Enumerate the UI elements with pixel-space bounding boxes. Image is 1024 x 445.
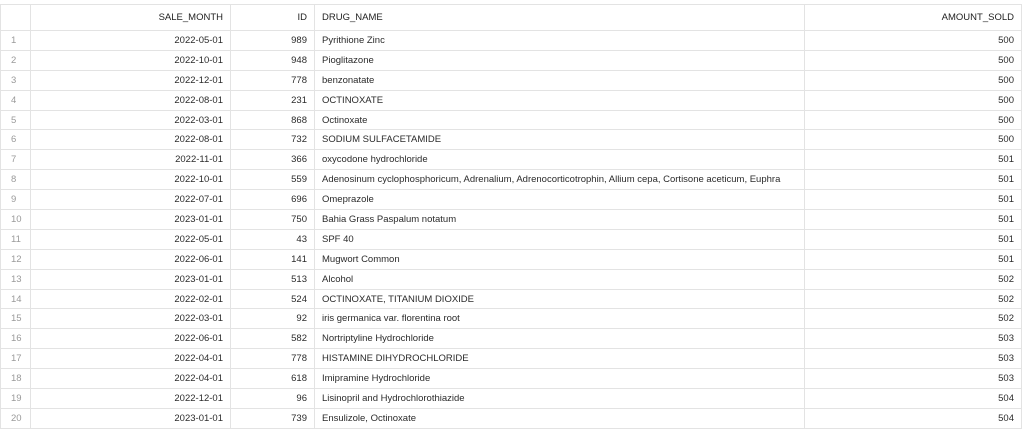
- sale-month-cell[interactable]: 2022-07-01: [31, 190, 231, 210]
- sale-month-cell[interactable]: 2023-01-01: [31, 269, 231, 289]
- id-cell[interactable]: 231: [231, 90, 315, 110]
- id-cell[interactable]: 96: [231, 389, 315, 409]
- row-number-cell[interactable]: 6: [1, 130, 31, 150]
- id-cell[interactable]: 732: [231, 130, 315, 150]
- drug-name-cell[interactable]: iris germanica var. florentina root: [315, 309, 805, 329]
- table-row[interactable]: [1, 309, 1022, 329]
- sale-month-cell[interactable]: 2022-08-01: [31, 90, 231, 110]
- row-number-header: [1, 5, 31, 31]
- amount-sold-cell[interactable]: 503: [805, 349, 1022, 369]
- row-number-cell[interactable]: 9: [1, 190, 31, 210]
- table-row[interactable]: [1, 130, 1022, 150]
- id-cell[interactable]: 868: [231, 110, 315, 130]
- table-row[interactable]: [1, 369, 1022, 389]
- header-row: [1, 5, 1022, 31]
- drug-name-cell[interactable]: Mugwort Common: [315, 249, 805, 269]
- sale-month-cell[interactable]: 2022-10-01: [31, 50, 231, 70]
- sale-month-cell[interactable]: 2022-10-01: [31, 170, 231, 190]
- column-header-amount-sold[interactable]: AMOUNT_SOLD: [805, 5, 1022, 31]
- sale-month-cell[interactable]: 2022-11-01: [31, 150, 231, 170]
- table-row[interactable]: [1, 289, 1022, 309]
- id-cell[interactable]: 989: [231, 31, 315, 51]
- row-number-cell[interactable]: 4: [1, 90, 31, 110]
- drug-name-cell[interactable]: Octinoxate: [315, 110, 805, 130]
- table-row[interactable]: [1, 90, 1022, 110]
- row-number-cell[interactable]: 18: [1, 369, 31, 389]
- row-number-cell[interactable]: 8: [1, 170, 31, 190]
- sale-month-cell[interactable]: 2022-04-01: [31, 349, 231, 369]
- amount-sold-cell[interactable]: 501: [805, 190, 1022, 210]
- amount-sold-cell[interactable]: 504: [805, 408, 1022, 428]
- row-number-cell[interactable]: 19: [1, 389, 31, 409]
- id-cell[interactable]: 366: [231, 150, 315, 170]
- table-row[interactable]: [1, 70, 1022, 90]
- row-number-cell[interactable]: 14: [1, 289, 31, 309]
- sale-month-cell[interactable]: 2022-12-01: [31, 389, 231, 409]
- amount-sold-cell[interactable]: 500: [805, 90, 1022, 110]
- row-number-cell[interactable]: 16: [1, 329, 31, 349]
- row-number-cell[interactable]: 17: [1, 349, 31, 369]
- sale-month-cell[interactable]: 2022-06-01: [31, 329, 231, 349]
- sale-month-cell[interactable]: 2022-04-01: [31, 369, 231, 389]
- drug-name-cell[interactable]: Imipramine Hydrochloride: [315, 369, 805, 389]
- row-number-cell[interactable]: 12: [1, 249, 31, 269]
- drug-name-cell[interactable]: OCTINOXATE, TITANIUM DIOXIDE: [315, 289, 805, 309]
- row-number-cell[interactable]: 20: [1, 408, 31, 428]
- drug-name-cell[interactable]: Omeprazole: [315, 190, 805, 210]
- row-number-cell[interactable]: 15: [1, 309, 31, 329]
- id-cell[interactable]: 43: [231, 229, 315, 249]
- sale-month-cell[interactable]: 2022-02-01: [31, 289, 231, 309]
- table-row[interactable]: [1, 408, 1022, 428]
- amount-sold-cell[interactable]: 501: [805, 170, 1022, 190]
- id-cell[interactable]: 141: [231, 249, 315, 269]
- sale-month-cell[interactable]: 2022-06-01: [31, 249, 231, 269]
- table-row[interactable]: [1, 150, 1022, 170]
- amount-sold-cell[interactable]: 502: [805, 309, 1022, 329]
- table-row[interactable]: [1, 190, 1022, 210]
- amount-sold-cell[interactable]: 502: [805, 269, 1022, 289]
- row-number-cell[interactable]: 1: [1, 31, 31, 51]
- column-header-id[interactable]: ID: [231, 5, 315, 31]
- id-cell[interactable]: 92: [231, 309, 315, 329]
- drug-name-cell[interactable]: benzonatate: [315, 70, 805, 90]
- row-number-cell[interactable]: 10: [1, 210, 31, 230]
- sale-month-cell[interactable]: 2023-01-01: [31, 408, 231, 428]
- amount-sold-cell[interactable]: 504: [805, 389, 1022, 409]
- drug-name-cell[interactable]: SPF 40: [315, 229, 805, 249]
- table-row[interactable]: [1, 389, 1022, 409]
- amount-sold-cell[interactable]: 502: [805, 289, 1022, 309]
- drug-name-cell[interactable]: Ensulizole, Octinoxate: [315, 408, 805, 428]
- row-number-cell[interactable]: 3: [1, 70, 31, 90]
- amount-sold-cell[interactable]: 501: [805, 229, 1022, 249]
- drug-name-cell[interactable]: Pioglitazone: [315, 50, 805, 70]
- row-number-cell[interactable]: 2: [1, 50, 31, 70]
- amount-sold-cell[interactable]: 503: [805, 329, 1022, 349]
- table-row[interactable]: [1, 229, 1022, 249]
- amount-sold-cell[interactable]: 501: [805, 210, 1022, 230]
- amount-sold-cell[interactable]: 500: [805, 130, 1022, 150]
- drug-name-cell[interactable]: Adenosinum cyclophosphoricum, Adrenalium, Adrenocorticotrophin, Allium cepa, Cortisone aceticum, Euphra: [315, 170, 805, 190]
- amount-sold-cell[interactable]: 501: [805, 150, 1022, 170]
- drug-name-cell[interactable]: Pyrithione Zinc: [315, 31, 805, 51]
- drug-name-cell[interactable]: Alcohol: [315, 269, 805, 289]
- drug-name-cell[interactable]: Nortriptyline Hydrochloride: [315, 329, 805, 349]
- sale-month-cell[interactable]: 2022-03-01: [31, 309, 231, 329]
- table-row[interactable]: [1, 50, 1022, 70]
- id-cell[interactable]: 778: [231, 70, 315, 90]
- table-row[interactable]: [1, 349, 1022, 369]
- amount-sold-cell[interactable]: 500: [805, 70, 1022, 90]
- drug-name-cell[interactable]: Bahia Grass Paspalum notatum: [315, 210, 805, 230]
- table-row[interactable]: [1, 269, 1022, 289]
- table-row[interactable]: [1, 249, 1022, 269]
- drug-name-cell[interactable]: oxycodone hydrochloride: [315, 150, 805, 170]
- sale-month-cell[interactable]: 2022-05-01: [31, 229, 231, 249]
- drug-name-cell[interactable]: Lisinopril and Hydrochlorothiazide: [315, 389, 805, 409]
- column-header-sale-month[interactable]: SALE_MONTH: [31, 5, 231, 31]
- table-row[interactable]: [1, 210, 1022, 230]
- sale-month-cell[interactable]: 2022-03-01: [31, 110, 231, 130]
- sale-month-cell[interactable]: 2022-08-01: [31, 130, 231, 150]
- id-cell[interactable]: 513: [231, 269, 315, 289]
- table-row[interactable]: [1, 110, 1022, 130]
- table-row[interactable]: [1, 170, 1022, 190]
- table-row[interactable]: [1, 329, 1022, 349]
- amount-sold-cell[interactable]: 500: [805, 110, 1022, 130]
- id-cell[interactable]: 778: [231, 349, 315, 369]
- id-cell[interactable]: 696: [231, 190, 315, 210]
- amount-sold-cell[interactable]: 503: [805, 369, 1022, 389]
- amount-sold-cell[interactable]: 500: [805, 50, 1022, 70]
- id-cell[interactable]: 582: [231, 329, 315, 349]
- drug-name-cell[interactable]: OCTINOXATE: [315, 90, 805, 110]
- table-body: [1, 31, 1022, 429]
- row-number-cell[interactable]: 13: [1, 269, 31, 289]
- amount-sold-cell[interactable]: 500: [805, 31, 1022, 51]
- sale-month-cell[interactable]: 2022-12-01: [31, 70, 231, 90]
- row-number-cell[interactable]: 7: [1, 150, 31, 170]
- row-number-cell[interactable]: 5: [1, 110, 31, 130]
- sale-month-cell[interactable]: 2023-01-01: [31, 210, 231, 230]
- drug-name-cell[interactable]: HISTAMINE DIHYDROCHLORIDE: [315, 349, 805, 369]
- table-row[interactable]: [1, 31, 1022, 51]
- results-table: [0, 4, 1022, 429]
- id-cell[interactable]: 948: [231, 50, 315, 70]
- id-cell[interactable]: 739: [231, 408, 315, 428]
- id-cell[interactable]: 618: [231, 369, 315, 389]
- sale-month-cell[interactable]: 2022-05-01: [31, 31, 231, 51]
- row-number-cell[interactable]: 11: [1, 229, 31, 249]
- id-cell[interactable]: 750: [231, 210, 315, 230]
- column-header-drug-name[interactable]: DRUG_NAME: [315, 5, 805, 31]
- id-cell[interactable]: 559: [231, 170, 315, 190]
- drug-name-cell[interactable]: SODIUM SULFACETAMIDE: [315, 130, 805, 150]
- id-cell[interactable]: 524: [231, 289, 315, 309]
- amount-sold-cell[interactable]: 501: [805, 249, 1022, 269]
